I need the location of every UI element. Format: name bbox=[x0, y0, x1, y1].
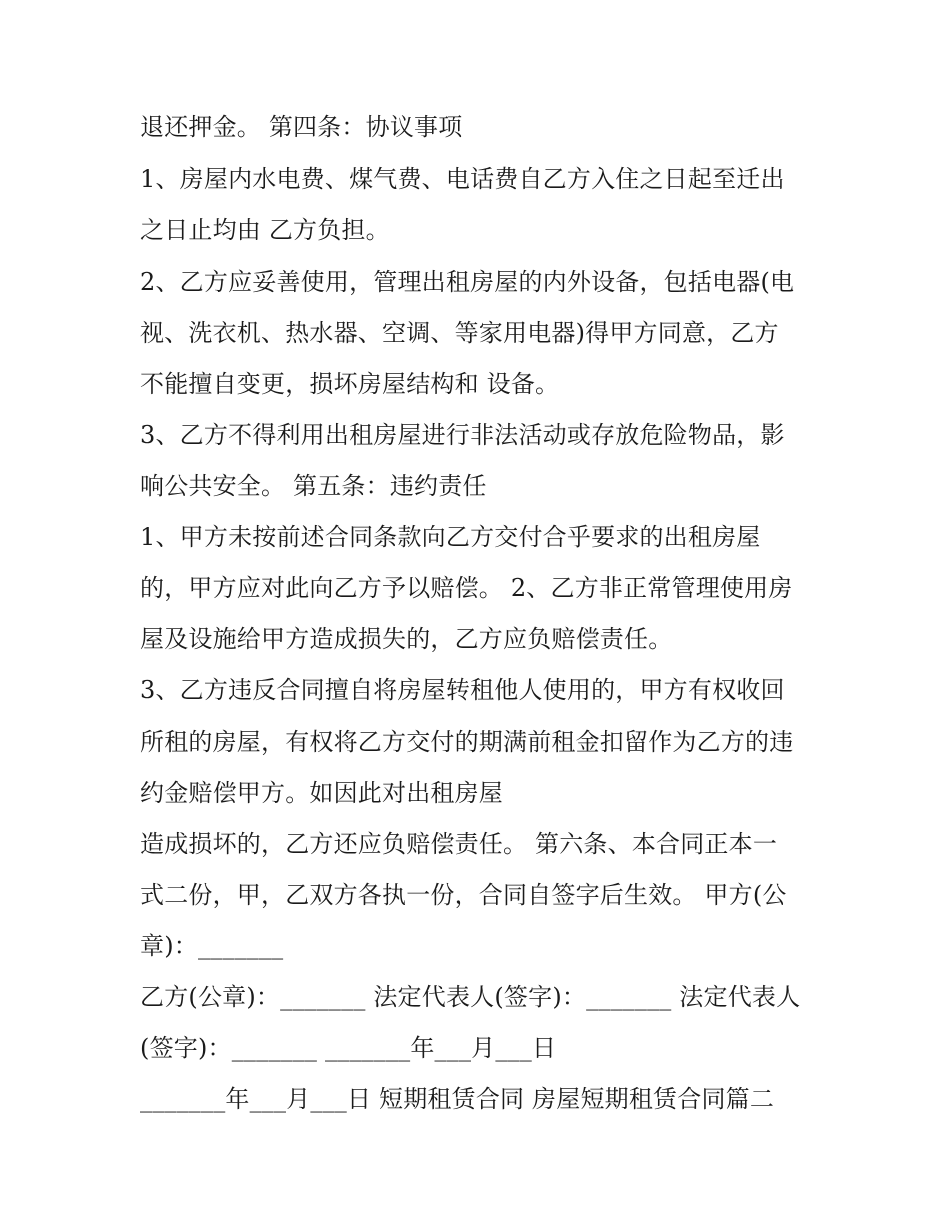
text-line: 约金赔偿甲方。如因此对出租房屋 bbox=[140, 779, 503, 807]
text-line: (签字)：_______ _______年___月___日 bbox=[140, 1034, 557, 1062]
text-line: 式二份，甲，乙双方各执一份，合同自签字后生效。 甲方(公 bbox=[140, 881, 787, 909]
text-line: 响公共安全。 第五条：违约责任 bbox=[140, 472, 487, 500]
text-line: 章)：_______ bbox=[140, 932, 284, 960]
text-line: 乙方(公章)：_______ 法定代表人(签字)：_______ 法定代表人 bbox=[140, 983, 801, 1011]
text-line: 2、乙方应妥善使用，管理出租房屋的内外设备，包括电器(电 bbox=[140, 268, 795, 296]
text-line: 所租的房屋，有权将乙方交付的期满前租金扣留作为乙方的违 bbox=[140, 728, 794, 756]
text-line: 的，甲方应对此向乙方予以赔偿。 2、乙方非正常管理使用房 bbox=[140, 574, 793, 602]
text-line: 屋及设施给甲方造成损失的，乙方应负赔偿责任。 bbox=[140, 625, 673, 653]
text-line: 3、乙方违反合同擅自将房屋转租他人使用的，甲方有权收回 bbox=[140, 676, 785, 704]
text-line: 之日止均由 乙方负担。 bbox=[140, 216, 390, 244]
text-line: 3、乙方不得利用出租房屋进行非法活动或存放危险物品，影 bbox=[140, 421, 785, 449]
text-line: 造成损坏的，乙方还应负赔偿责任。 第六条、本合同正本一 bbox=[140, 830, 778, 858]
text-line: 1、甲方未按前述合同条款向乙方交付合乎要求的出租房屋 bbox=[140, 523, 761, 551]
text-line: 不能擅自变更，损坏房屋结构和 设备。 bbox=[140, 370, 560, 398]
text-line: _______年___月___日 短期租赁合同 房屋短期租赁合同篇二 bbox=[140, 1085, 775, 1113]
text-line: 视、洗衣机、热水器、空调、等家用电器)得甲方同意，乙方 bbox=[140, 319, 779, 347]
text-line: 退还押金。 第四条：协议事项 bbox=[140, 113, 463, 141]
text-line: 1、房屋内水电费、煤气费、电话费自乙方入住之日起至迁出 bbox=[140, 165, 785, 193]
